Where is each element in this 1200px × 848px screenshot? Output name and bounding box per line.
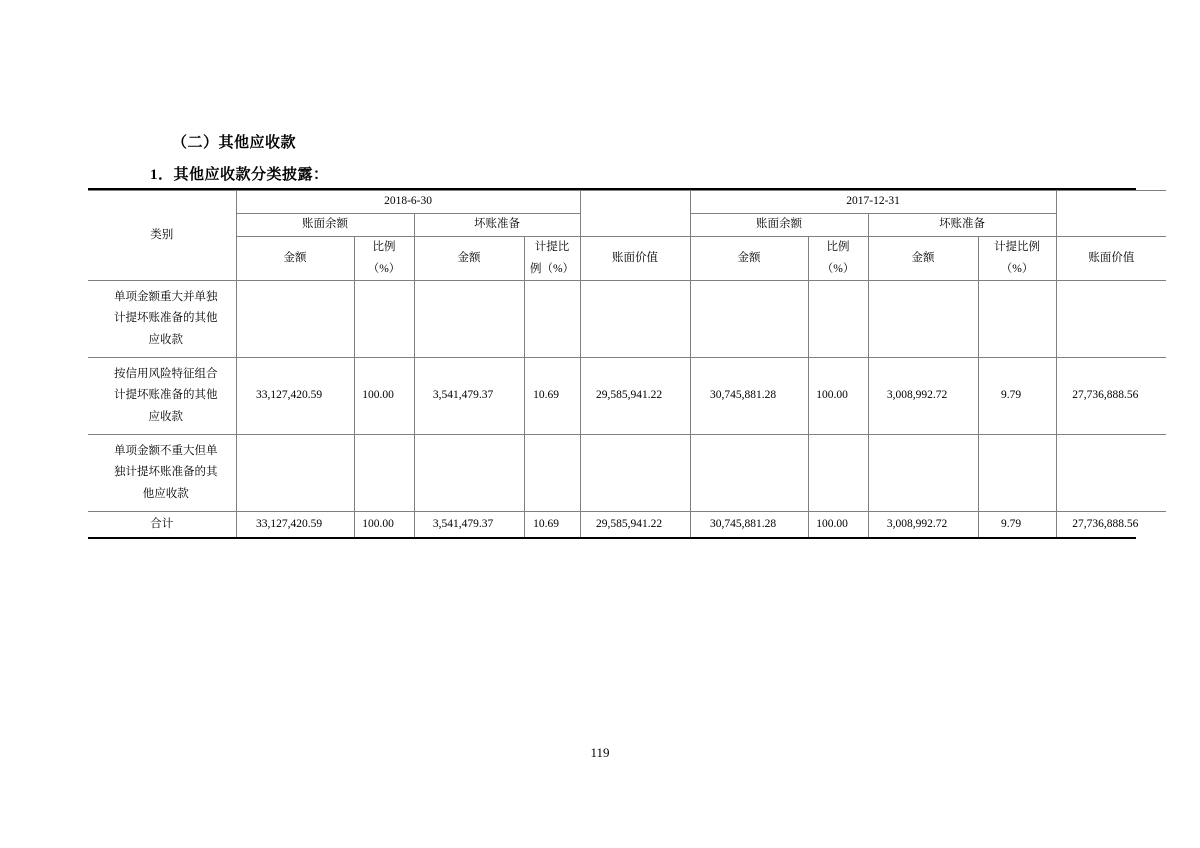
- cell-ratio-2018: 100.00: [354, 358, 414, 435]
- header-ratio-2018: 比例 （%）: [354, 236, 414, 281]
- cell-amount-2017: [690, 281, 808, 358]
- header-category: 类别: [88, 191, 236, 281]
- cell-bad-debt-2017: [868, 435, 978, 512]
- cell-book-value-2017: 27,736,888.56: [1056, 358, 1166, 435]
- table-row: [88, 435, 1166, 512]
- cell-ratio-2017: [808, 435, 868, 512]
- cell-ratio-2017: 100.00: [808, 358, 868, 435]
- table-header-row-sub: [88, 236, 1166, 281]
- cell-book-value-2018: [580, 435, 690, 512]
- row-category-credit-risk-portfolio: 按信用风险特征组合 计提坏账准备的其他 应收款: [88, 358, 236, 435]
- page-number: 119: [590, 745, 610, 760]
- page-content: [88, 0, 1139, 848]
- total-book-value-2017: 27,736,888.56: [1056, 512, 1166, 539]
- cell-provision-ratio-2017: [978, 435, 1056, 512]
- header-book-value-2017: 账面价值: [1056, 236, 1166, 281]
- cell-provision-ratio-2017: [978, 281, 1056, 358]
- total-bad-debt-2018: 3,541,479.37: [414, 512, 524, 539]
- header-bad-debt-amount-2017: 金额: [868, 236, 978, 281]
- header-bad-debt-2018: 坏账准备: [414, 213, 580, 236]
- cell-ratio-2018: [354, 435, 414, 512]
- cell-book-value-2018: 29,585,941.22: [580, 358, 690, 435]
- header-book-balance-2017: 账面余额: [690, 213, 868, 236]
- header-book-value-2017-top: [1056, 191, 1166, 237]
- total-bad-debt-2017: 3,008,992.72: [868, 512, 978, 539]
- cell-bad-debt-2018: [414, 435, 524, 512]
- header-bad-debt-amount-2018: 金额: [414, 236, 524, 281]
- table-total-row: [88, 512, 1166, 539]
- total-amount-2018: 33,127,420.59: [236, 512, 354, 539]
- total-ratio-2018: 100.00: [354, 512, 414, 539]
- section-heading: （二）其他应收款: [172, 135, 297, 151]
- header-provision-ratio-2018: 计提比 例（%）: [524, 236, 580, 281]
- header-bad-debt-2017: 坏账准备: [868, 213, 1056, 236]
- cell-ratio-2018: [354, 281, 414, 358]
- cell-amount-2018: 33,127,420.59: [236, 358, 354, 435]
- cell-provision-ratio-2018: [524, 435, 580, 512]
- cell-provision-ratio-2018: [524, 281, 580, 358]
- cell-book-value-2017: [1056, 281, 1166, 358]
- total-provision-ratio-2018: 10.69: [524, 512, 580, 539]
- header-period-2018: 2018-6-30: [236, 191, 580, 214]
- cell-amount-2018: [236, 281, 354, 358]
- total-book-value-2018: 29,585,941.22: [580, 512, 690, 539]
- row-category-not-significant-individual: 单项金额不重大但单 独计提坏账准备的其 他应收款: [88, 435, 236, 512]
- table-row: [88, 281, 1166, 358]
- header-book-value-2018: 账面价值: [580, 236, 690, 281]
- total-ratio-2017: 100.00: [808, 512, 868, 539]
- cell-book-value-2017: [1056, 435, 1166, 512]
- cell-book-value-2018: [580, 281, 690, 358]
- header-period-2017: 2017-12-31: [690, 191, 1056, 214]
- cell-bad-debt-2018: 3,541,479.37: [414, 358, 524, 435]
- header-book-value-2018-top: [580, 191, 690, 237]
- subsection-heading: 1．其他应收款分类披露：: [150, 167, 329, 183]
- cell-bad-debt-2018: [414, 281, 524, 358]
- table-bottom-rule: [88, 537, 1136, 539]
- other-receivables-table: [88, 190, 1166, 538]
- cell-bad-debt-2017: [868, 281, 978, 358]
- table-row: [88, 358, 1166, 435]
- cell-amount-2017: [690, 435, 808, 512]
- header-book-balance-2018: 账面余额: [236, 213, 414, 236]
- cell-ratio-2017: [808, 281, 868, 358]
- header-provision-ratio-2017: 计提比例 （%）: [978, 236, 1056, 281]
- table-header-row-period: [88, 191, 1166, 214]
- row-category-significant-individual: 单项金额重大并单独 计提坏账准备的其他 应收款: [88, 281, 236, 358]
- header-amount-2018: 金额: [236, 236, 354, 281]
- cell-provision-ratio-2018: 10.69: [524, 358, 580, 435]
- cell-amount-2018: [236, 435, 354, 512]
- total-provision-ratio-2017: 9.79: [978, 512, 1056, 539]
- total-label: 合计: [88, 512, 236, 539]
- cell-bad-debt-2017: 3,008,992.72: [868, 358, 978, 435]
- header-ratio-2017: 比例 （%）: [808, 236, 868, 281]
- cell-provision-ratio-2017: 9.79: [978, 358, 1056, 435]
- cell-amount-2017: 30,745,881.28: [690, 358, 808, 435]
- total-amount-2017: 30,745,881.28: [690, 512, 808, 539]
- header-amount-2017: 金额: [690, 236, 808, 281]
